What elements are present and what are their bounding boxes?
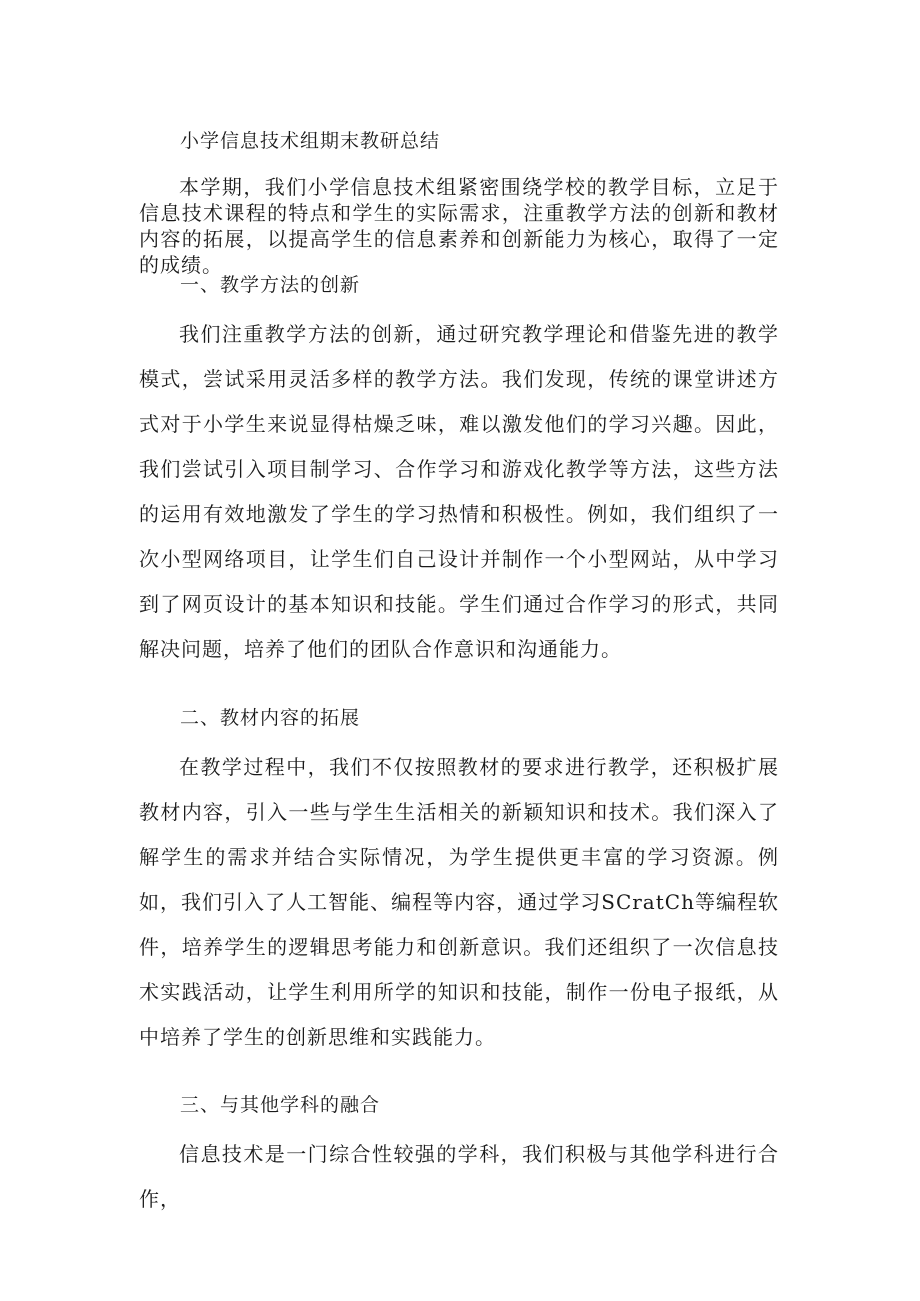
section-heading-textbook-content: 二、教材内容的拓展 [180, 707, 361, 729]
section-body-teaching-methods: 我们注重教学方法的创新，通过研究教学理论和借鉴先进的教学模式，尝试采用灵活多样的教学方法。我们发现，传统的课堂讲述方式对于小学生来说显得枯燥乏味，难以激发他们的学习兴趣。因此，我们尝试引入项目制学习、合作学习和游戏化教学等方法，这些方法的运用有效地激发了学生的学习热情和积极性。例如，我们组织了一次小型网络项目，让学生们自己设计并制作一个小型网站，从中学习到了网页设计的基本知识和技能。学生们通过合作学习的形式，共同解决问题，培养了他们的团队合作意识和沟通能力。 [139, 322, 779, 661]
section-heading-teaching-methods: 一、教学方法的创新 [180, 274, 361, 296]
section-heading-subject-integration: 三、与其他学科的融合 [180, 1094, 381, 1116]
section-body-textbook-content: 在教学过程中，我们不仅按照教材的要求进行教学，还积极扩展教材内容，引入一些与学生生活相关的新颖知识和技术。我们深入了解学生的需求并结合实际情况，为学生提供更丰富的学习资源。例如，我们引入了人工智能、编程等内容，通过学习SCratCh等编程软件，培养学生的逻辑思考能力和创新意识。我们还组织了一次信息技术实践活动，让学生利用所学的知识和技能，制作一份电子报纸，从中培养了学生的创新思维和实践能力。 [139, 755, 779, 1049]
section-body-subject-integration: 信息技术是一门综合性较强的学科，我们积极与其他学科进行合作， [139, 1142, 779, 1211]
intro-paragraph: 本学期，我们小学信息技术组紧密围绕学校的教学目标，立足于信息技术课程的特点和学生的实际需求，注重教学方法的创新和教材内容的拓展，以提高学生的信息素养和创新能力为核心，取得了一定的成绩。 [139, 175, 779, 277]
document-title: 小学信息技术组期末教研总结 [180, 130, 441, 152]
